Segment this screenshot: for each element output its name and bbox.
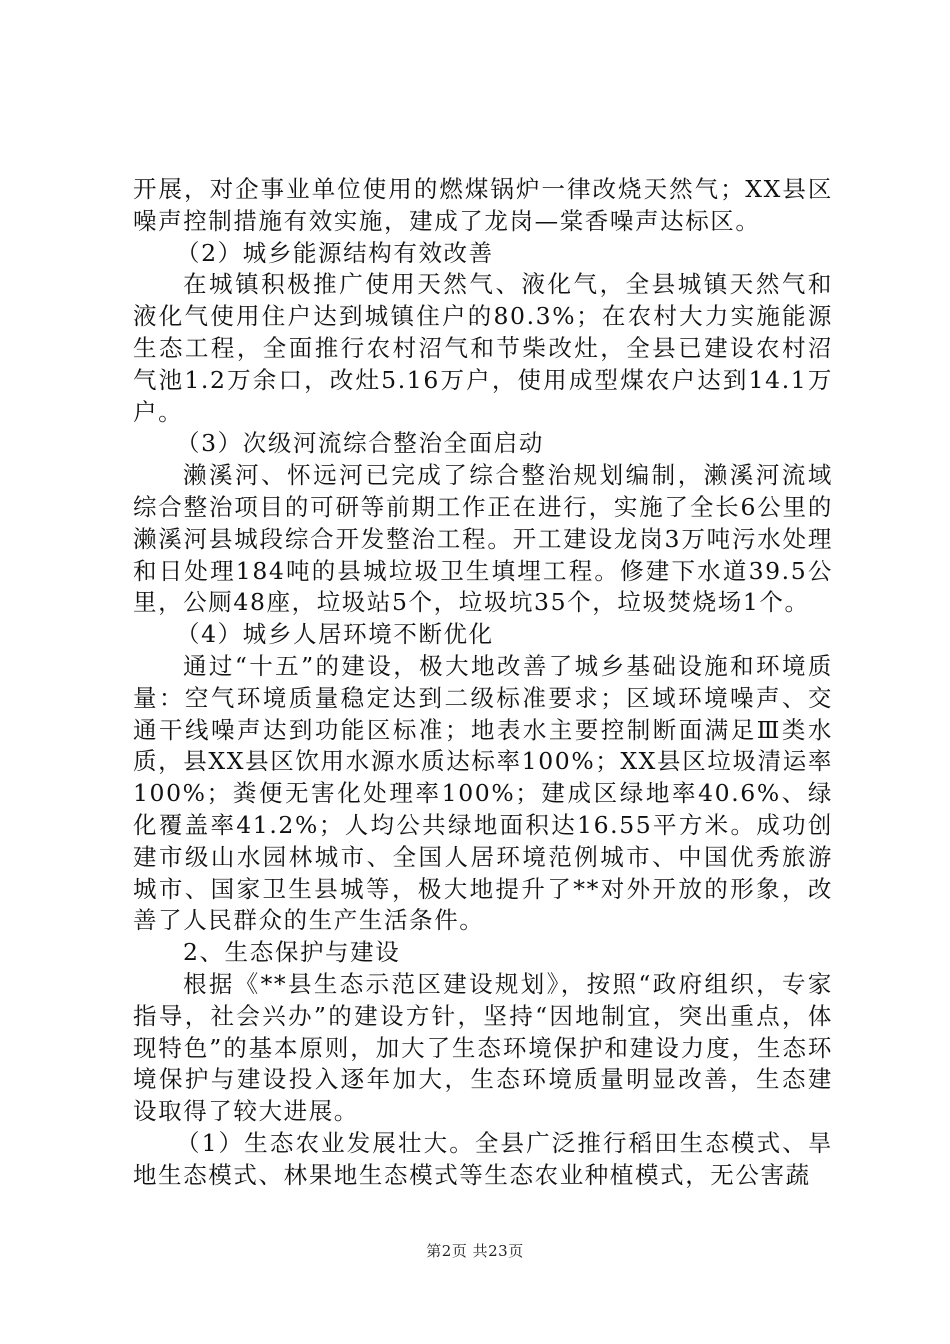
paragraph-1: 开展，对企事业单位使用的燃煤锅炉一律改烧天然气；XX县区噪声控制措施有效实施，建成了龙岗—棠香噪声达标区。: [133, 175, 833, 235]
paragraph-living: 通过“十五”的建设，极大地改善了城乡基础设施和环境质量：空气环境质量稳定达到二级标准要求；区域环境噪声、交通干线噪声达到功能区标准；地表水主要控制断面满足Ⅲ类水质，县XX县区饮用水源水质达标率100%；XX县区垃圾清运率100%；粪便无害化处理率100%；建成区绿地率40.6%、绿化覆盖率41.2%；人均公共绿地面积达16.55平方米。成功创建市级山水园林城市、全国人居环境范例城市、中国优秀旅游城市、国家卫生县城等，极大地提升了**对外开放的形象，改善了人民群众的生产生活条件。: [133, 651, 833, 935]
section-heading-river: （3）次级河流综合整治全面启动: [176, 429, 544, 458]
page-number-footer: 第2页 共23页: [426, 1242, 524, 1260]
paragraph-agriculture: （1）生态农业发展壮大。全县广泛推行稻田生态模式、旱地生态模式、林果地生态模式等生态农业种植模式，无公害蔬: [133, 1128, 833, 1189]
section-heading-living: （4）城乡人居环境不断优化: [176, 620, 494, 649]
section-heading-energy: （2）城乡能源结构有效改善: [176, 238, 494, 267]
paragraph-river: 濑溪河、怀远河已完成了综合整治规划编制，濑溪河流域综合整治项目的可研等前期工作正在进行，实施了全长6公里的濑溪河县城段综合开发整治工程。开工建设龙岗3万吨污水处理和日处理184吨的县城垃圾卫生填埋工程。修建下水道39.5公里，公厕48座，垃圾站5个，垃圾坑35个，垃圾焚烧场1个。: [133, 461, 833, 617]
section-heading-ecology: 2、生态保护与建设: [183, 938, 401, 967]
paragraph-ecology: 根据《**县生态示范区建设规划》，按照“政府组织，专家指导，社会兴办”的建设方针，坚持“因地制宜，突出重点，体现特色”的基本原则，加大了生态环境保护和建设力度，生态环境保护与建设投入逐年加大，生态环境质量明显改善，生态建设取得了较大进展。: [133, 969, 833, 1126]
document-body: [133, 174, 833, 1192]
paragraph-energy: 在城镇积极推广使用天然气、液化气，全县城镇天然气和液化气使用住户达到城镇住户的80.3%；在农村大力实施能源生态工程，全面推行农村沼气和节柴改灶，全县已建设农村沼气池1.2万余口，改灶5.16万户，使用成型煤农户达到14.1万户。: [133, 270, 833, 426]
